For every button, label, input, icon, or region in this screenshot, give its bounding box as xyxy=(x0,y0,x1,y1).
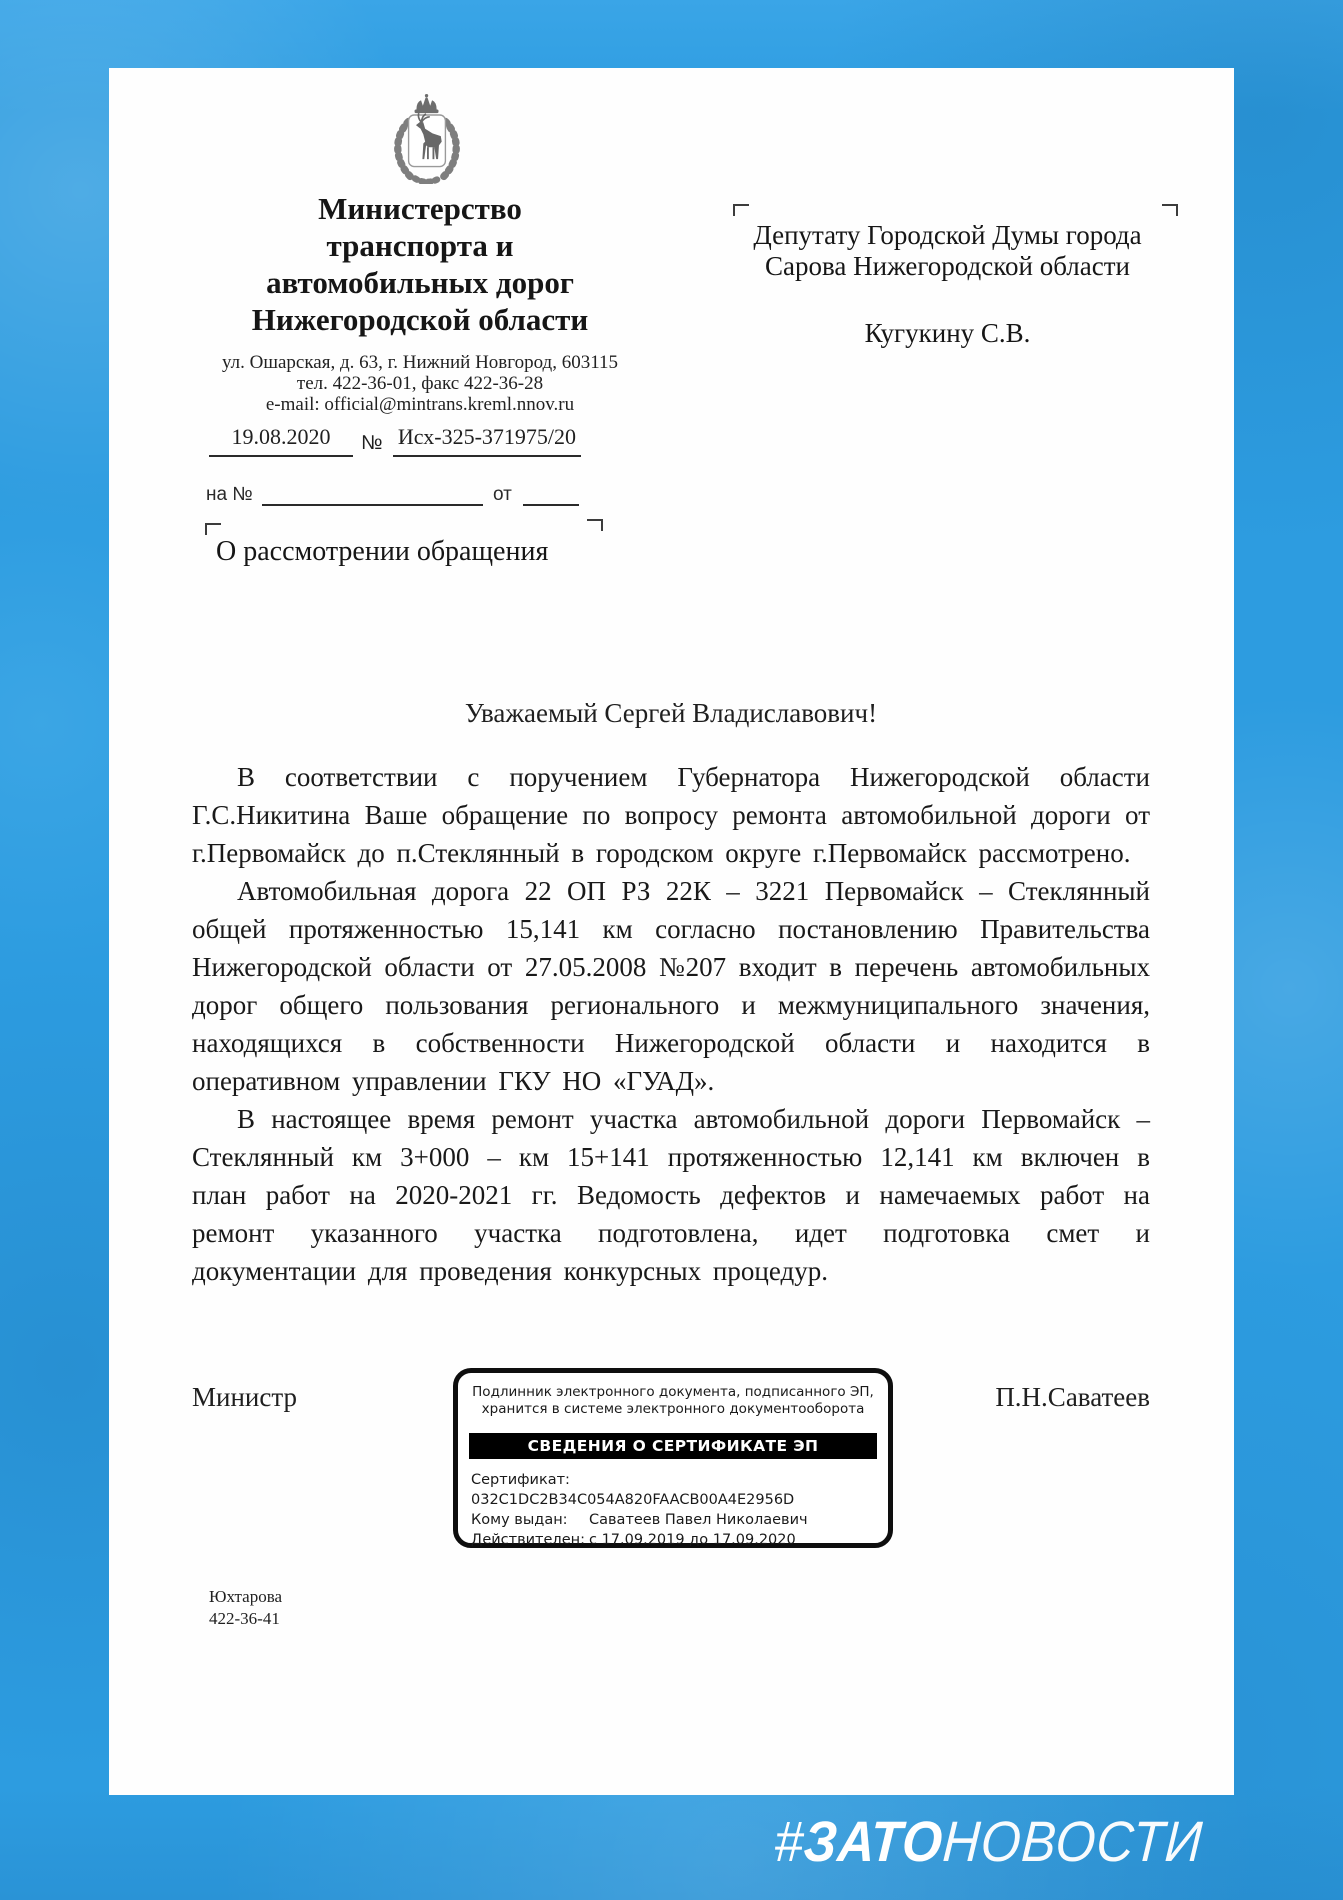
letter-page xyxy=(109,68,1234,1795)
certificate-details xyxy=(471,1470,888,1550)
ministry-name-line: транспорта и xyxy=(326,228,514,263)
corner-mark xyxy=(205,523,221,535)
ministry-address xyxy=(205,352,635,415)
certificate-value: Саватеев Павел Николаевич xyxy=(589,1512,808,1528)
addressee-line: Депутату Городской Думы города xyxy=(753,220,1142,250)
zato-novosti-watermark xyxy=(773,1812,1205,1872)
number-sign: № xyxy=(361,432,383,454)
address-line: e-mail: official@mintrans.kreml.nnov.ru xyxy=(265,394,575,415)
coat-of-arms-deer-icon xyxy=(379,92,475,184)
executor-name: Юхтарова xyxy=(209,1587,283,1606)
ministry-name-line: автомобильных дорог xyxy=(266,265,574,300)
certificate-info-bar: СВЕДЕНИЯ О СЕРТИФИКАТЕ ЭП xyxy=(469,1433,877,1459)
subject-line: О рассмотрении обращения xyxy=(216,536,549,567)
corner-mark xyxy=(587,519,603,531)
addressee-name: Кугукину С.В. xyxy=(864,318,1031,348)
certificate-label: Сертификат: xyxy=(471,1472,570,1488)
esign-stamp-note xyxy=(458,1384,888,1418)
esign-note-line: хранится в системе электронного документооборота xyxy=(481,1401,865,1417)
watermark-novosti: НОВОСТИ xyxy=(941,1810,1206,1874)
ministry-name-line: Нижегородской области xyxy=(251,302,589,337)
body-paragraph: В соответствии с поручением Губернатора Нижегородской области Г.С.Никитина Ваше обращение по вопросу ремонта автомобильной дороги от г.Первомайск до п.Стеклянный в городском округе г.Первомайск рассмотрено. xyxy=(192,762,1150,868)
signature-position: Министр xyxy=(192,1382,297,1412)
ref-date-blank xyxy=(523,484,579,506)
letter-date: 19.08.2020 xyxy=(209,424,353,457)
reference-row xyxy=(109,484,649,510)
date-number-row xyxy=(109,424,649,458)
body-paragraph: В настоящее время ремонт участка автомобильной дороги Первомайск – Стеклянный км 3+000 – км 15+141 протяженностью 12,141 км включен в план работ на 2020-2021 гг. Ведомость дефектов и намечаемых работ на ремонт указанного участка подготовлена, идет подготовка смет и документации для проведения конкурсных процедур. xyxy=(192,1104,1150,1286)
addressee-block xyxy=(729,220,1166,349)
esign-note-line: Подлинник электронного документа, подписанного ЭП, xyxy=(472,1384,874,1400)
ref-number-blank xyxy=(262,484,483,506)
addressee-line: Сарова Нижегородской области xyxy=(765,251,1130,281)
wreath-bottom xyxy=(415,178,439,181)
certificate-value: с 17.09.2019 до 17.09.2020 xyxy=(589,1532,796,1548)
certificate-row xyxy=(471,1470,888,1510)
corner-mark xyxy=(1162,204,1178,216)
executor-contact xyxy=(209,1586,282,1630)
body-paragraph: Автомобильная дорога 22 ОП РЗ 22К – 3221 Первомайск – Стеклянный общей протяженностью 15,141 км согласно постановлению Правительства Нижегородской области от 27.05.2008 №207 входит в перечень автомобильных дорог общего пользования регионального и межмуниципального значения, находящихся в собственности Нижегородской области и находится в оперативном управлении ГКУ НО «ГУАД». xyxy=(192,876,1150,1096)
crown-icon xyxy=(415,94,439,113)
address-line: ул. Ошарская, д. 63, г. Нижний Новгород, 603115 xyxy=(222,352,618,373)
certificate-label: Действителен: xyxy=(471,1532,585,1548)
ministry-name-line: Министерство xyxy=(318,191,522,226)
ref-from-label: от xyxy=(493,484,512,505)
ministry-name xyxy=(205,190,635,338)
certificate-row xyxy=(471,1510,888,1530)
corner-mark xyxy=(733,204,749,216)
salutation: Уважаемый Сергей Владиславович! xyxy=(464,698,878,728)
esign-stamp xyxy=(453,1368,893,1548)
watermark-hash: # xyxy=(772,1810,807,1874)
certificate-row xyxy=(471,1530,888,1550)
executor-phone: 422-36-41 xyxy=(209,1609,280,1628)
letter-outgoing-number: Исх-325-371975/20 xyxy=(393,424,581,457)
signature-name: П.Н.Саватеев xyxy=(995,1382,1150,1412)
watermark-zato: ЗАТО xyxy=(802,1810,946,1874)
certificate-value: 032C1DC2B34C054A820FAACB00A4E2956D xyxy=(471,1492,795,1508)
certificate-label: Кому выдан: xyxy=(471,1512,568,1528)
address-line: тел. 422-36-01, факс 422-36-28 xyxy=(296,373,544,394)
letter-body xyxy=(192,758,1150,1290)
ref-number-label: на № xyxy=(206,484,253,505)
